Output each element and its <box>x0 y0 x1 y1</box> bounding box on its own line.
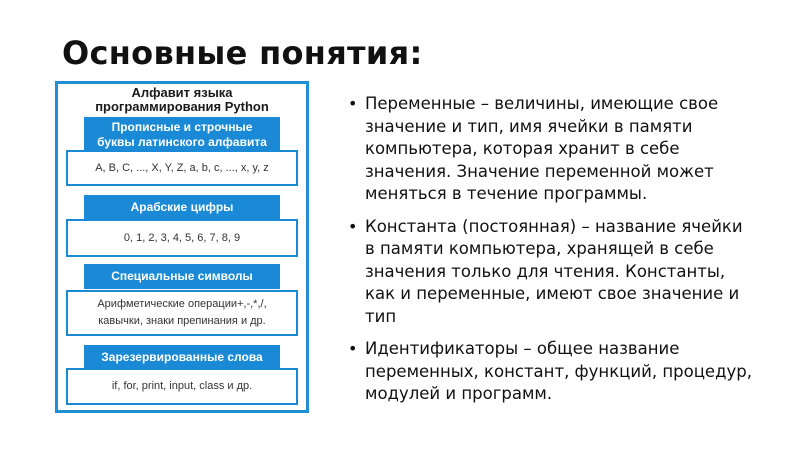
section-header-arabic-digits <box>84 195 280 220</box>
section-content-line1: 0, 1, 2, 3, 4, 5, 6, 7, 8, 9 <box>123 231 241 244</box>
section-header-line2: буквы латинского алфавита <box>97 135 267 149</box>
section-content-line1: Арифметические операции+,-,*,/, <box>97 298 267 310</box>
section-content-arabic-digits <box>66 219 298 257</box>
definitions-list <box>343 93 753 416</box>
python-alphabet-diagram <box>55 81 309 413</box>
slide-title: Основные понятия: <box>62 34 423 72</box>
diagram-title-line2: программирования Python <box>95 99 269 114</box>
list-item <box>343 93 753 206</box>
bullet-text-constant: Константа (постоянная) – название ячейки в памяти компьютера, хранящей в себе значения только для чтения. Константы, как и переменные, имеют свое значение и тип <box>365 216 743 326</box>
section-content-line1: A, B, C, ..., X, Y, Z, a, b, c, ..., x, y, z <box>95 161 269 174</box>
section-header-line1: Прописные и строчные <box>111 120 253 134</box>
section-header-reserved-words <box>84 345 280 370</box>
diagram-title <box>58 86 306 114</box>
section-content-latin-letters <box>66 150 298 186</box>
section-header-special-symbols <box>84 264 280 289</box>
section-content-reserved-words <box>66 368 298 405</box>
bullet-icon: • <box>348 94 358 113</box>
section-header-line1: Арабские цифры <box>130 200 234 214</box>
diagram-title-line1: Алфавит языка <box>131 85 233 100</box>
section-content-special-symbols <box>66 290 298 336</box>
section-header-latin-letters <box>84 117 280 153</box>
bullet-text-identifiers: Идентификаторы – общее название переменных, констант, функций, процедур, модулей и программ. <box>365 339 752 403</box>
section-header-line1: Зарезервированные слова <box>101 350 263 364</box>
bullet-icon: • <box>348 339 358 358</box>
bullet-icon: • <box>348 216 358 236</box>
section-content-line2: кавычки, знаки препинания и др. <box>98 315 266 327</box>
bullet-text-variables: Переменные – величины, имеющие свое значение и тип, имя ячейки в памяти компьютера, которая хранит в себе значения. Значение переменной может меняться в течение программы. <box>365 94 719 203</box>
list-item <box>343 338 753 406</box>
section-header-line1: Специальные символы <box>111 269 253 283</box>
section-content-line1: if, for, print, input, class и др. <box>111 380 253 392</box>
list-item <box>343 216 753 329</box>
